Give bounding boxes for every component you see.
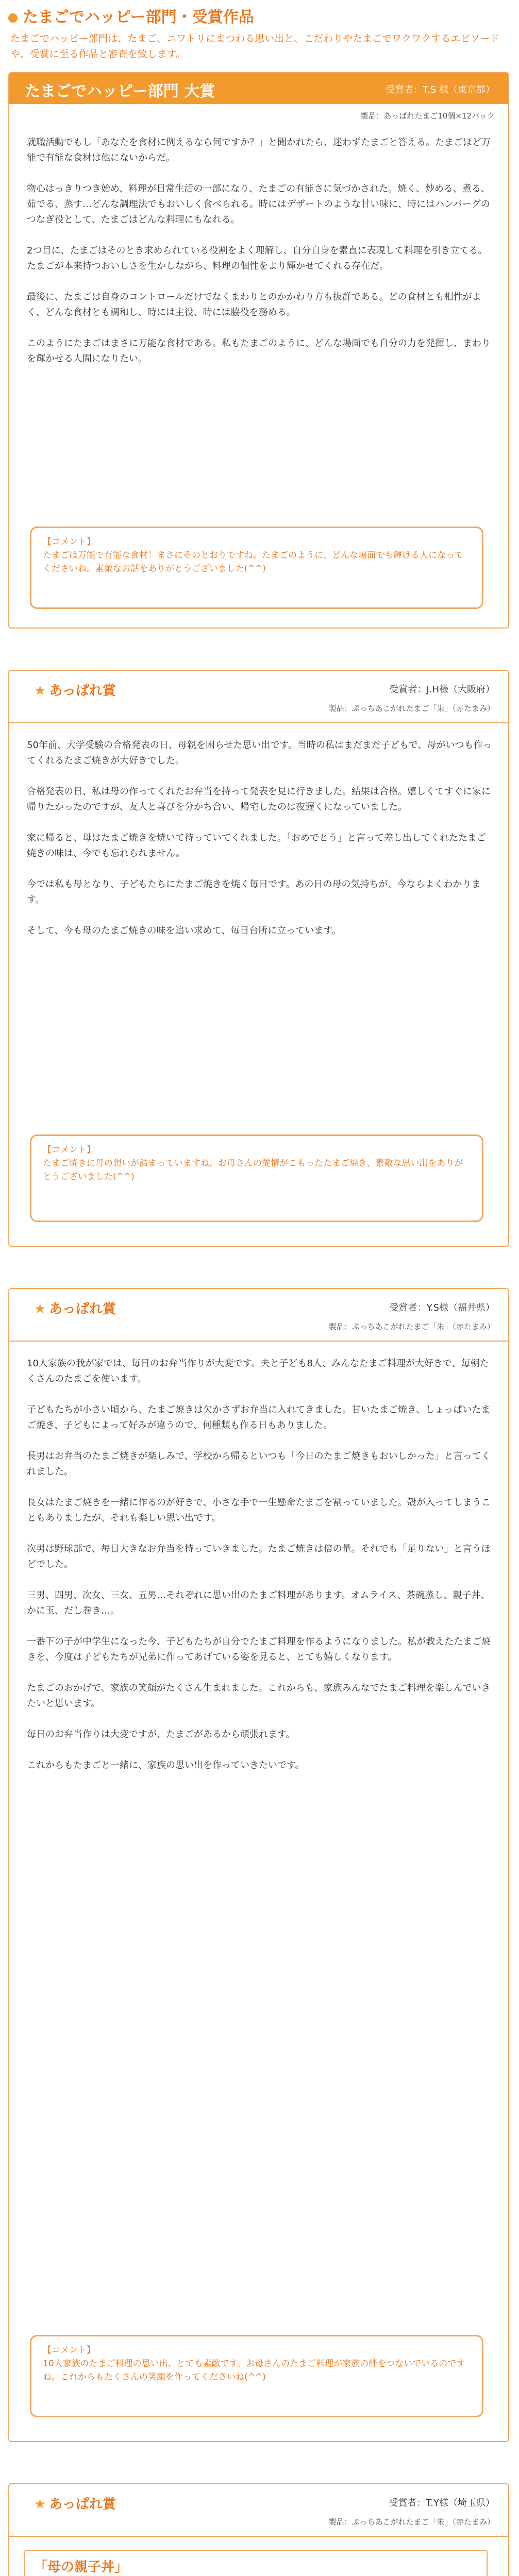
star-icon: ★ — [34, 2497, 46, 2512]
comment-label: 【コメント】 — [43, 537, 95, 547]
entry4-store: 製品：ぷっちあこがれたまご「朱」（赤たまみ） — [328, 2517, 495, 2527]
entry4-person: 受賞者：T.Y様（埼玉県） — [389, 2498, 495, 2509]
star-icon: ★ — [34, 1301, 46, 1317]
entry4-card — [8, 2483, 509, 2576]
paragraph: 毎日のお弁当作りは大変ですが、たまごがあるから頑張れます。 — [27, 1729, 295, 1740]
bullet-icon — [8, 13, 18, 23]
person-value: J.H様（大阪府） — [426, 684, 495, 695]
section-title — [8, 4, 254, 27]
paragraph: 一番下の子が中学生になった今、子どもたちが自分でたまご料理を作るようになりました。私が教えたたまご焼きを、今度は子どもたちが兄弟に作ってあげている姿を見ると、とても嬉しくなります。 — [27, 1636, 491, 1663]
paragraph: 10人家族の我が家では、毎日のお弁当作りが大変です。夫と子ども8人、みんなたまご料理が大好きで、毎朝たくさんのたまごを使います。 — [27, 1358, 489, 1384]
star-icon: ★ — [34, 683, 46, 699]
entry3-person: 受賞者：Y.S様（福井県） — [389, 1302, 495, 1313]
winner-award-label: たまごでハッピー部門 大賞 — [25, 82, 215, 100]
entry3-comment — [30, 2335, 483, 2417]
paragraph: 家に帰ると、母はたまご焼きを焼いて待っていてくれました。「おめでとう」と言って差し出してくれたたまご焼きの味は、今でも忘れられません。 — [27, 833, 486, 859]
entry4-award-label — [34, 2494, 116, 2513]
entry2-body — [27, 738, 493, 954]
entry3-store: 製品：ぷっちあこがれたまご「朱」（赤たまみ） — [328, 1322, 495, 1331]
winner-header — [9, 73, 508, 104]
entry3-body — [27, 1356, 493, 1789]
comment-text: たまごは万能で有能な食材！まさにそのとおりですね。たまごのように、どんな場面でも輝ける人になってくださいね。素敵なお話をありがとうございました(^^) — [43, 550, 463, 574]
winner-person: 受賞者：T.S 様（東京都） — [386, 84, 495, 95]
comment-label: 【コメント】 — [43, 1145, 95, 1155]
paragraph: 三男、四男、次女、三女、五男…それぞれに思い出のたまご料理があります。オムライス、茶碗蒸し、親子丼、かに玉、だし巻き…。 — [27, 1590, 490, 1616]
award-text: あっぱれ賞 — [49, 1301, 116, 1317]
entry4-header — [9, 2484, 508, 2537]
person-value: Y.S様（福井県） — [426, 1302, 495, 1313]
paragraph: これからもたまごと一緒に、家族の思い出を作っていきたいです。 — [27, 1760, 305, 1771]
paragraph: そして、今も母のたまご焼きの味を追い求めて、毎日台所に立っています。 — [27, 925, 341, 936]
paragraph: 子どもたちが小さい頃から、たまご焼きは欠かさずお弁当に入れてきました。甘いたまご焼き、しょっぱいたまご焼き、子どもによって好みが違うので、何種類も作る日もありました。 — [27, 1404, 491, 1431]
person-value: T.Y様（埼玉県） — [426, 2498, 495, 2509]
entry2-store: 製品：ぷっちあこがれたまご「朱」（赤たまみ） — [328, 704, 495, 713]
person-value: T.S 様（東京都） — [423, 84, 495, 95]
winner-comment — [30, 527, 483, 609]
paragraph: 今では私も母となり、子どもたちにたまご焼きを焼く毎日です。あの日の母の気持ちが、今ならよくわかります。 — [27, 879, 481, 905]
comment-label: 【コメント】 — [43, 2345, 95, 2355]
paragraph: 物心はっきりつき始め、料理が日常生活の一部になり、たまごの有能さに気づかされた。焼く、炒める、煮る、茹でる、蒸す…どんな調理法でもおいしく食べられる。時にはデザートのような甘い味に、時にはハンバーグのつなぎ役として、たまごはどんな料理にもなれる。 — [27, 183, 490, 225]
person-label: 受賞者 — [389, 2498, 417, 2509]
paragraph: 合格発表の日、私は母の作ってくれたお弁当を持って発表を見に行きました。結果は合格。嬉しくてすぐに家に帰りたかったのですが、友人と喜びを分かち合い、帰宅したのは夜遅くになっていました。 — [27, 786, 491, 812]
paragraph: 最後に、たまごは自身のコントロールだけでなくまわりとのかかわり方も抜群である。どの食材とも相性がよく、どんな食材とも調和し、時には主役、時には脇役を務める。 — [27, 292, 481, 318]
person-label: 受賞者 — [386, 84, 414, 95]
entry2-header — [9, 671, 508, 723]
award-text: あっぱれ賞 — [49, 683, 116, 699]
paragraph: 就職活動でもし「あなたを食材に例えるなら何ですか？」と聞かれたら、迷わずたまごと答える。たまごほど万能で有能な食材は他にないからだ。 — [27, 137, 491, 163]
entry2-comment — [30, 1134, 483, 1222]
paragraph: 2つ目に、たまごはそのとき求められている役割をよく理解し、自分自身を素直に表現して料理を引き立てる。たまごが本来持つおいしさを生かしながら、料理の個性をより輝かせてくれる存在だ。 — [27, 245, 488, 272]
entry2-card — [8, 670, 509, 1247]
winner-store: 製品：あっぱれたまご10個×12パック — [360, 111, 495, 121]
comment-text: 10人家族のたまご料理の思い出、とても素敵です。お母さんのたまご料理が家族の絆をつないでいるのですね。これからもたくさんの笑顔を作ってくださいね(^^) — [43, 2359, 465, 2382]
paragraph: たまごのおかげで、家族の笑顔がたくさん生まれました。これからも、家族みんなでたまご料理を楽しんでいきたいと思います。 — [27, 1683, 491, 1709]
entry3-award-label — [34, 1298, 116, 1317]
winner-card — [8, 72, 509, 629]
paragraph: 次男は野球部で、毎日大きなお弁当を持っていきました。たまご焼きは倍の量。それでも「足りない」と言うほどでした。 — [27, 1544, 491, 1570]
paragraph: このようにたまごはまさに万能な食材である。私もたまごのように、どんな場面でも自分の力を発揮し、まわりを輝かせる人間になりたい。 — [27, 338, 491, 364]
person-label: 受賞者 — [389, 684, 417, 695]
paragraph: 長男はお弁当のたまご焼きが楽しみで、学校から帰るといつも「今日のたまご焼きもおいしかった」と言ってくれました。 — [27, 1451, 491, 1477]
section-title-text: たまごでハッピー部門・受賞作品 — [23, 8, 254, 26]
paragraph: 長女はたまご焼きを一緒に作るのが好きで、小さな手で一生懸命たまごを割っていました。殻が入ってしまうこともありましたが、それも楽しい思い出です。 — [27, 1497, 491, 1523]
section-intro: たまごでハッピー部門は、たまご、ニワトリにまつわる思い出と、こだわりやたまごでワクワクするエピソードや、受賞に至る作品と審査を致します。 — [10, 33, 500, 60]
entry2-award-label — [34, 680, 116, 699]
entry3-card — [8, 1288, 509, 2442]
entry3-header — [9, 1289, 508, 1342]
paragraph: 50年前、大学受験の合格発表の日、母親を困らせた思い出です。当時の私はまだまだ子どもで、母がいつも作ってくれるたまご焼きが大好きでした。 — [27, 740, 492, 766]
entry2-person: 受賞者：J.H様（大阪府） — [389, 684, 495, 695]
comment-text: たまご焼きに母の想いが詰まっていますね。お母さんの愛情がこもったたまご焼き、素敵な思い出をありがとうございました(^^) — [43, 1158, 463, 1182]
award-text: あっぱれ賞 — [49, 2497, 116, 2512]
entry4-title: 「母の親子丼」 — [24, 2550, 488, 2576]
winner-body — [27, 135, 493, 382]
person-label: 受賞者 — [389, 1302, 417, 1313]
